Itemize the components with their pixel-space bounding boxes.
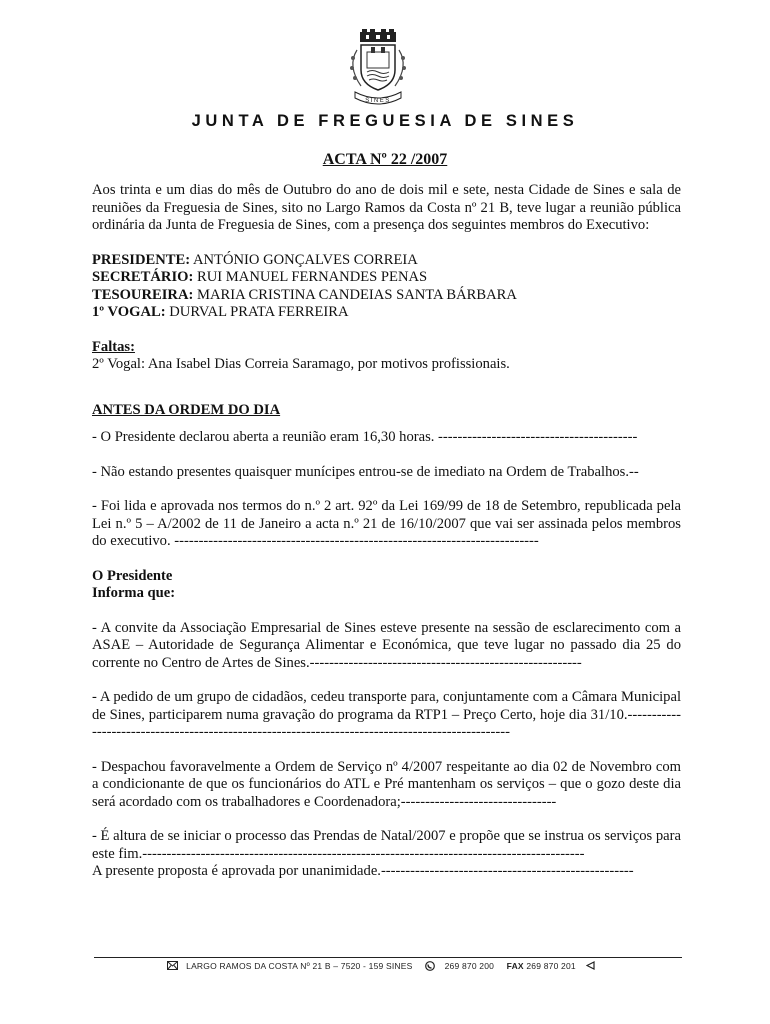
member-role: PRESIDENTE: [92, 251, 191, 268]
fax-label: FAX [506, 960, 524, 971]
document-title: ACTA Nº 22 /2007 [322, 151, 448, 168]
members-list [92, 252, 681, 322]
intro-paragraph: Aos trinta e um dias do mês de Outubro do ano de dois mil e sete, nesta Cidade de Sines e sala de reuniões da Freguesia de Sines, sito no Largo Ramos da Costa nº 21 B, teve lugar a reunião pública ordinária da Junta de Freguesia de Sines, com a presença dos seguintes membros do Executivo: [92, 182, 681, 233]
municipal-crest-icon [341, 28, 415, 108]
phone-icon [425, 961, 436, 970]
member-role: SECRETÁRIO: [92, 269, 194, 285]
member-role: 1º VOGAL: [92, 304, 166, 320]
info-item: - A pedido de um grupo de cidadãos, cedeu transporte para, conjuntamente com a Câmara Municipal de Sines, participarem numa gravação do programa da RTP1 – Preço Certo, hoje dia 31/10.------------------------------------------------------------------------------------------------- [92, 689, 681, 740]
member-row [92, 252, 681, 270]
mail-icon [167, 961, 178, 970]
agenda-item: - Não estando presentes quaisquer munícipes entrou-se de imediato na Ordem de Trabalhos.-- [92, 463, 639, 480]
approval-line: A presente proposta é aprovada por unanimidade.---------------------------------------------------- [92, 863, 634, 879]
crest-ribbon-text: SINES [365, 98, 391, 104]
footer-fax: 269 870 201 [526, 960, 576, 971]
absences-text: 2º Vogal: Ana Isabel Dias Correia Saramago, por motivos profissionais. [92, 356, 510, 372]
member-role: TESOUREIRA: [92, 286, 194, 303]
informs-heading: Informa que: [92, 585, 176, 601]
absences-heading: Faltas: [92, 338, 135, 355]
member-name: ANTÓNIO GONÇALVES CORREIA [190, 251, 418, 268]
member-row [92, 304, 681, 322]
agenda-item: - Foi lida e aprovada nos termos do n.º 2 art. 92º da Lei 169/99 de 18 de Setembro, republicada pela Lei n.º 5 – A/2002 de 11 de Janeiro a acta n.º 21 de 16/10/2007 que vai ser assinada pelos membros do executivo. --------------------------------------------------------------------------- [92, 498, 681, 549]
info-item: - É altura de se iniciar o processo das Prendas de Natal/2007 e propõe que se instrua os serviços para este fim.------------------------------------------------------------------------------------------- [92, 828, 681, 862]
footer-address: LARGO RAMOS DA COSTA Nº 21 B – 7520 - 159 SINES [186, 960, 413, 971]
footer-phone: 269 870 200 [444, 960, 495, 971]
page-footer [0, 960, 770, 971]
member-name: DURVAL PRATA FERREIRA [165, 304, 349, 320]
member-name: MARIA CRISTINA CANDEIAS SANTA BÁRBARA [193, 286, 517, 303]
footer-divider [94, 957, 682, 958]
president-heading: O Presidente [92, 567, 173, 584]
info-item: - A convite da Associação Empresarial de Sines esteve presente na sessão de esclarecimento com a ASAE – Autoridade de Segurança Alimentar e Económica, que teve lugar no passado dia 25 do corrente no Centro de Artes de Sines.-------------------------------------------------------- [92, 619, 681, 671]
member-row [92, 269, 681, 287]
member-name: RUI MANUEL FERNANDES PENAS [193, 269, 428, 285]
info-item: - Despachou favoravelmente a Ordem de Serviço nº 4/2007 respeitante ao dia 02 de Novembro com a condicionante de que os funcionários do ATL e Pré mantenham os serviços – que o gozo deste dia será acordado com os trabalhadores e Coordenadora;-------------------------------- [92, 758, 681, 810]
before-agenda-heading: ANTES DA ORDEM DO DIA [92, 401, 281, 418]
fax-arrow-icon [586, 961, 597, 970]
member-row [92, 287, 681, 305]
organization-title: JUNTA DE FREGUESIA DE SINES [191, 112, 579, 130]
document-body [92, 182, 681, 881]
agenda-item: - O Presidente declarou aberta a reunião eram 16,30 horas. ----------------------------------------- [92, 429, 638, 445]
